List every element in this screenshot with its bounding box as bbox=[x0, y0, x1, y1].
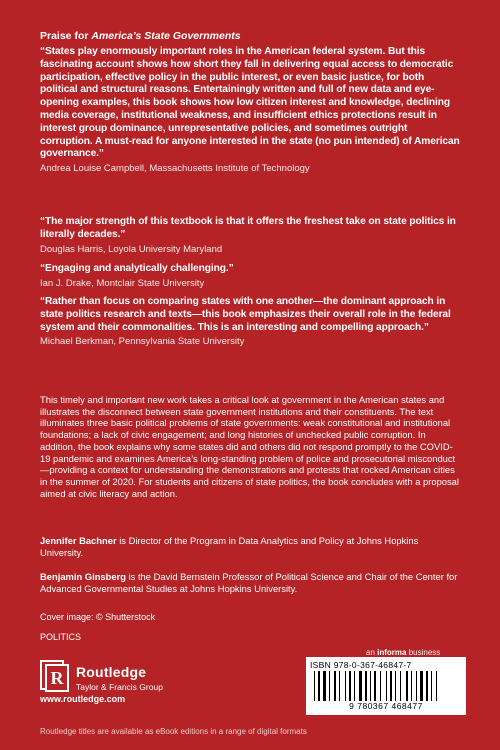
informa-suffix: business bbox=[406, 648, 441, 657]
author-name: Jennifer Bachner bbox=[40, 535, 117, 546]
quote-text: “The major strength of this textbook is that it offers the freshest take on state politics in literally decades.” bbox=[40, 216, 456, 240]
routledge-logo-icon bbox=[40, 660, 70, 692]
author-name: Benjamin Ginsberg bbox=[40, 571, 126, 582]
barcode-bars-icon bbox=[314, 671, 458, 701]
quote-text: “Rather than focus on comparing states with one another—the dominant approach in state politics research and texts—this book emphasizes their overall role in the federal system and their commonalities. This is an interesting and compelling approach.” bbox=[40, 296, 451, 333]
quote-attribution: Michael Berkman, Pennsylvania State University bbox=[40, 336, 245, 348]
praise-book-title: America’s State Governments bbox=[91, 30, 241, 42]
quote-attribution: Andrea Louise Campbell, Massachusetts Institute of Technology bbox=[40, 163, 310, 175]
informa-business-label bbox=[366, 648, 440, 657]
quote-block-2 bbox=[40, 216, 460, 256]
publisher-url[interactable]: www.routledge.com bbox=[40, 694, 126, 704]
ebook-footer-note: Routledge titles are available as eBook editions in a range of digital formats bbox=[40, 727, 307, 736]
isbn-barcode bbox=[306, 657, 466, 715]
subject-category: POLITICS bbox=[40, 632, 82, 642]
publisher-group: Taylor & Francis Group bbox=[76, 682, 163, 692]
praise-prefix: Praise for bbox=[40, 30, 92, 42]
quote-block-3 bbox=[40, 263, 460, 290]
informa-brand: informa bbox=[377, 648, 407, 657]
isbn-label: ISBN 978-0-367-46847-7 bbox=[310, 660, 412, 670]
quote-text: “Engaging and analytically challenging.” bbox=[40, 263, 234, 274]
informa-prefix: an bbox=[366, 648, 378, 657]
quote-attribution: Ian J. Drake, Montclair State University bbox=[40, 277, 205, 289]
author-bio-2 bbox=[40, 571, 460, 594]
quote-attribution: Douglas Harris, Loyola University Maryland bbox=[40, 243, 223, 255]
author-bio-1 bbox=[40, 535, 460, 558]
praise-heading bbox=[40, 30, 241, 42]
cover-credit: Cover image: © Shutterstock bbox=[40, 612, 156, 622]
publisher-name: Routledge bbox=[76, 664, 147, 680]
author-bio-text: is the David Bernstein Professor of Political Science and Chair of the Center for Advanced Governmental Studies at Johns Hopkins University. bbox=[40, 571, 458, 594]
quote-block-1 bbox=[40, 46, 460, 175]
barcode-digits: 9 780367 468477 bbox=[349, 701, 423, 711]
author-bio-text: is Director of the Program in Data Analytics and Policy at Johns Hopkins University. bbox=[40, 535, 419, 558]
quote-text: “States play enormously important roles in the American federal system. But this fascinating account shows how short they fall in delivering equal access to democratic participation, effective policy in the public interest, or even basic justice, for both political and structural reasons. Entertainingly written and full of new data and eye-opening examples, this book shows how low citizen interest and knowledge, declining media coverage, institutional weakness, and insufficient ethics protections result in interest group dominance, unrepresentative policies, and sometimes outright corruption. A must-read for anyone interested in the state (no pun intended) of American governance.” bbox=[40, 46, 460, 160]
book-description: This timely and important new work takes a critical look at government in the American states and illustrates the disconnect between state government institutions and their constituents. The text illuminates three basic political problems of state governments: weak constitutional and institutional foundations; a lack of civic engagement; and long histories of unchecked public corruption. In addition, the book explains why some states did and others did not respond promptly to the COVID-19 pandemic and examines America’s long-standing problem of police and prosecutorial misconduct—providing a context for understanding the demonstrations and protests that rocked American cities in the summer of 2020. For students and citizens of state politics, the book concludes with a proposal aimed at civic literacy and action. bbox=[40, 394, 459, 499]
svg-text:R: R bbox=[50, 668, 64, 688]
quote-block-4 bbox=[40, 296, 460, 348]
publisher-logo bbox=[40, 660, 280, 702]
